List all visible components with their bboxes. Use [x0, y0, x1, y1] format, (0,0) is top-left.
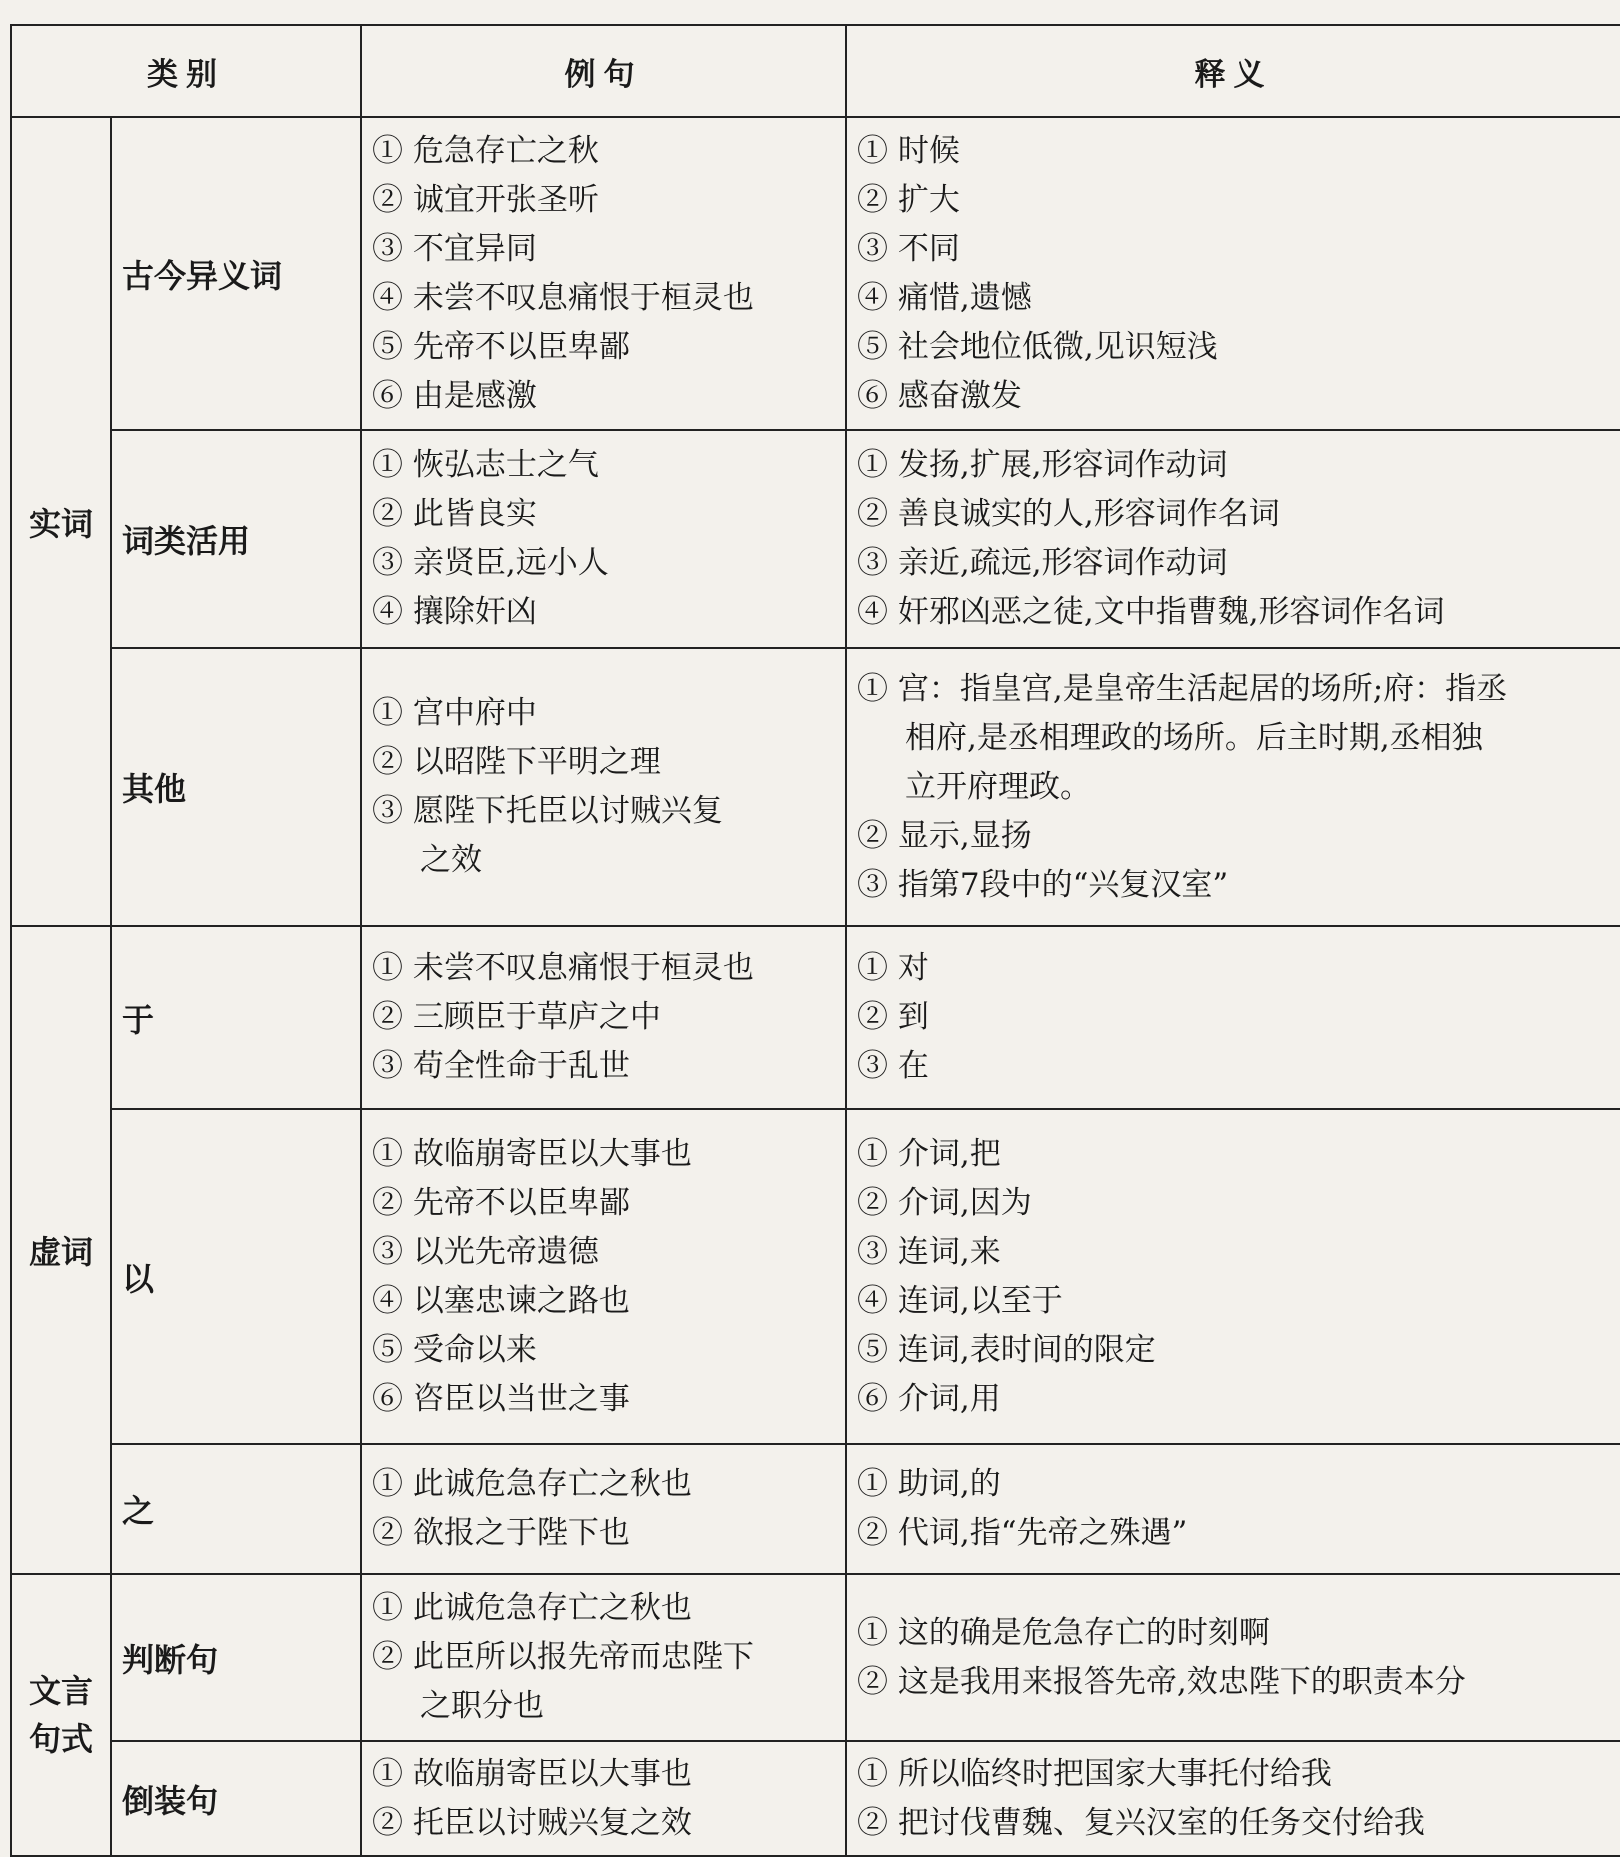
meaning-line: ③ 亲近,疏远,形容词作动词 [857, 545, 1228, 581]
meaning-cell [846, 430, 1620, 648]
meaning-line: ② 善良诚实的人,形容词作名词 [857, 496, 1280, 532]
header-category: 类别 [11, 25, 361, 117]
example-line: ① 恢弘志士之气 [372, 447, 599, 483]
example-line: ③ 以光先帝遗德 [372, 1233, 599, 1270]
subcategory-label: 于 [111, 926, 361, 1109]
example-cell [361, 117, 846, 430]
subcategory-label: 其他 [111, 648, 361, 926]
header-meaning: 释义 [846, 25, 1620, 117]
subcategory-label: 古今异义词 [111, 117, 361, 430]
table-row [11, 926, 1620, 1109]
example-continuation: 之职分也 [420, 1688, 544, 1724]
group-label-sentence-patterns [11, 1574, 111, 1856]
subcategory-label: 倒装句 [111, 1741, 361, 1856]
table-row [11, 1574, 1620, 1741]
notes-table [10, 24, 1620, 1857]
example-continuation: 之效 [420, 842, 482, 878]
example-line: ② 诚宜开张圣听 [372, 181, 599, 218]
meaning-line: ⑥ 感奋激发 [857, 377, 1022, 414]
example-line: ⑥ 由是感激 [372, 377, 537, 414]
example-line: ① 故临崩寄臣以大事也 [372, 1135, 692, 1172]
example-line: ② 先帝不以臣卑鄙 [372, 1184, 630, 1221]
meaning-line: ② 把讨伐曹魏、复兴汉室的任务交付给我 [857, 1804, 1425, 1841]
meaning-line: ② 这是我用来报答先帝,效忠陛下的职责本分 [857, 1663, 1466, 1700]
meaning-line: ① 介词,把 [857, 1135, 1001, 1172]
example-line: ③ 不宜异同 [372, 230, 537, 267]
example-line: ② 以昭陛下平明之理 [372, 744, 661, 780]
meaning-continuation: 相府,是丞相理政的场所。后主时期,丞相独 [905, 719, 1483, 756]
table-row [11, 117, 1620, 430]
meaning-line: ② 到 [857, 999, 929, 1035]
example-cell [361, 926, 846, 1109]
group-label-function-words: 虚词 [11, 926, 111, 1574]
example-line: ⑤ 先帝不以臣卑鄙 [372, 328, 630, 365]
meaning-line: ③ 在 [857, 1048, 929, 1084]
example-line: ④ 攘除奸凶 [372, 594, 537, 630]
meaning-line: ③ 连词,来 [857, 1233, 1001, 1270]
example-cell [361, 648, 846, 926]
meaning-line: ① 这的确是危急存亡的时刻啊 [857, 1614, 1270, 1651]
example-line: ④ 未尝不叹息痛恨于桓灵也 [372, 279, 754, 316]
meaning-line: ① 时候 [857, 132, 960, 169]
meaning-cell [846, 648, 1620, 926]
example-line: ③ 愿陛下托臣以讨贼兴复 [372, 793, 723, 829]
meaning-line: ⑥ 介词,用 [857, 1380, 1001, 1417]
example-cell [361, 1741, 846, 1856]
meaning-line: ① 助词,的 [857, 1466, 1001, 1502]
meaning-line: ① 宫：指皇宫,是皇帝生活起居的场所;府：指丞 [857, 670, 1508, 707]
subcategory-label: 以 [111, 1109, 361, 1444]
group-label-content-words: 实词 [11, 117, 111, 926]
subcategory-label: 之 [111, 1444, 361, 1574]
meaning-cell [846, 117, 1620, 430]
meaning-cell [846, 1109, 1620, 1444]
meaning-line: ④ 奸邪凶恶之徒,文中指曹魏,形容词作名词 [857, 594, 1445, 630]
meaning-continuation: 立开府理政。 [905, 768, 1091, 805]
subcategory-label: 词类活用 [111, 430, 361, 648]
table-row [11, 1109, 1620, 1444]
meaning-line: ③ 指第7段中的“兴复汉室” [857, 866, 1229, 903]
table-row [11, 648, 1620, 926]
header-row [11, 25, 1620, 117]
example-cell [361, 1444, 846, 1574]
example-line: ② 三顾臣于草庐之中 [372, 999, 661, 1035]
subcategory-label: 判断句 [111, 1574, 361, 1741]
example-line: ② 此臣所以报先帝而忠陛下 [372, 1639, 754, 1675]
example-line: ④ 以塞忠谏之路也 [372, 1282, 630, 1319]
meaning-line: ① 所以临终时把国家大事托付给我 [857, 1755, 1332, 1792]
example-line: ② 欲报之于陛下也 [372, 1515, 630, 1551]
example-line: ① 宫中府中 [372, 695, 537, 731]
meaning-line: ④ 痛惜,遗憾 [857, 279, 1032, 316]
meaning-cell [846, 1444, 1620, 1574]
example-line: ② 此皆良实 [372, 496, 537, 532]
example-line: ⑥ 咨臣以当世之事 [372, 1380, 630, 1417]
meaning-line: ⑤ 社会地位低微,见识短浅 [857, 328, 1218, 365]
meaning-line: ② 显示,显扬 [857, 817, 1032, 854]
group-label-line: 文言 [28, 1672, 93, 1710]
example-line: ① 此诚危急存亡之秋也 [372, 1590, 692, 1626]
example-line: ③ 亲贤臣,远小人 [372, 545, 609, 581]
meaning-line: ① 发扬,扩展,形容词作动词 [857, 447, 1228, 483]
example-cell [361, 1109, 846, 1444]
example-cell [361, 430, 846, 648]
meaning-line: ⑤ 连词,表时间的限定 [857, 1331, 1156, 1368]
example-line: ⑤ 受命以来 [372, 1331, 537, 1368]
example-line: ③ 苟全性命于乱世 [372, 1048, 630, 1084]
example-line: ① 此诚危急存亡之秋也 [372, 1466, 692, 1502]
meaning-line: ③ 不同 [857, 230, 960, 267]
meaning-line: ② 扩大 [857, 181, 960, 218]
meaning-cell [846, 926, 1620, 1109]
example-line: ① 危急存亡之秋 [372, 132, 599, 169]
meaning-line: ② 介词,因为 [857, 1184, 1032, 1221]
meaning-cell [846, 1741, 1620, 1856]
meaning-line: ② 代词,指“先帝之殊遇” [857, 1515, 1188, 1551]
example-line: ② 托臣以讨贼兴复之效 [372, 1804, 692, 1841]
header-example: 例句 [361, 25, 846, 117]
meaning-line: ④ 连词,以至于 [857, 1282, 1063, 1319]
meaning-line: ① 对 [857, 950, 929, 986]
table-row [11, 430, 1620, 648]
example-line: ① 未尝不叹息痛恨于桓灵也 [372, 950, 754, 986]
meaning-cell [846, 1574, 1620, 1741]
table-row [11, 1741, 1620, 1856]
example-line: ① 故临崩寄臣以大事也 [372, 1755, 692, 1792]
group-label-line: 句式 [28, 1720, 93, 1758]
example-cell [361, 1574, 846, 1741]
table-row [11, 1444, 1620, 1574]
